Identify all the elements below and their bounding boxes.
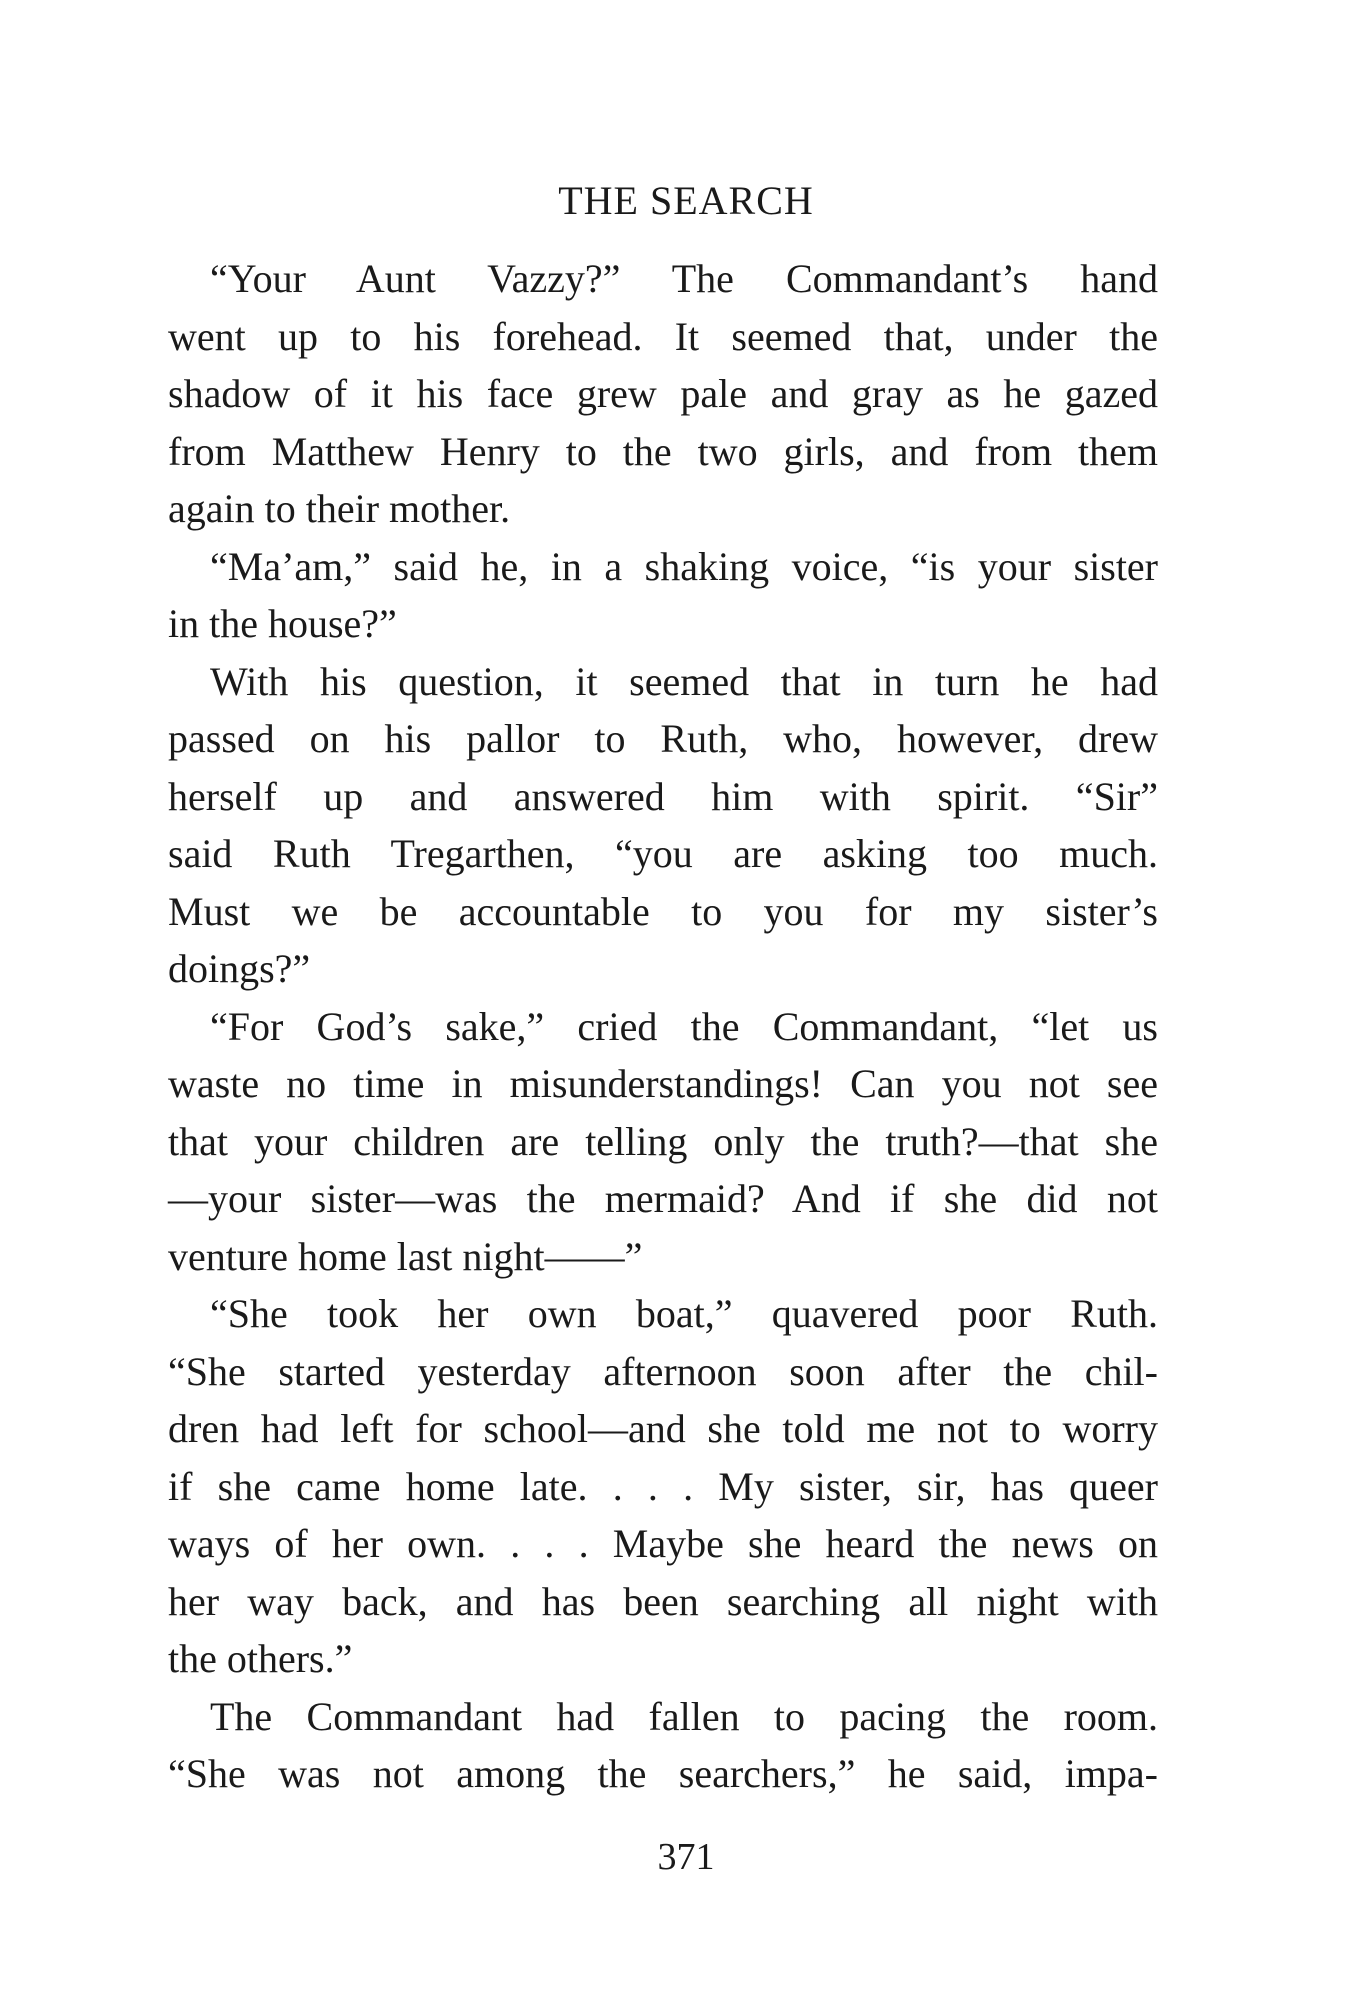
paragraph [168,250,1158,538]
text-line: passed on his pallor to Ruth, who, however, drew [168,716,1158,761]
page-number: 371 [657,1836,715,1878]
body-text [168,250,1158,1803]
text-line: “For God’s sake,” cried the Commandant, “let us [210,1003,1158,1049]
text-line: The Commandant had fallen to pacing the room. [210,1693,1158,1739]
text-line: “Ma’am,” said he, in a shaking voice, “is your sister [210,543,1158,589]
text-line: With his question, it seemed that in turn he had [210,658,1158,704]
text-line: “Your Aunt Vazzy?” The Commandant’s hand [210,256,1158,301]
text-line: that your children are telling only the truth?—that she [168,1118,1158,1164]
text-line: venture home last night——” [168,1233,643,1279]
text-line: the others.” [168,1636,353,1681]
text-line: went up to his forehead. It seemed that, under the [168,313,1158,359]
text-line: “She took her own boat,” quavered poor Ruth. [210,1291,1158,1336]
text-line: shadow of it his face grew pale and gray as he gazed [168,371,1158,416]
paragraph [168,653,1158,998]
paragraph [168,538,1158,653]
text-line: if she came home late. . . . My sister, sir, has queer [168,1463,1158,1509]
text-line: “She was not among the searchers,” he said, impa- [168,1751,1158,1796]
text-line: in the house?” [168,601,397,646]
text-line: said Ruth Tregarthen, “you are asking too much. [168,831,1158,876]
text-line: “She started yesterday afternoon soon after the chil- [168,1348,1158,1394]
paragraph [168,1285,1158,1688]
text-line: dren had left for school—and she told me not to worry [168,1406,1158,1451]
running-head: THE SEARCH [558,178,814,223]
text-line: from Matthew Henry to the two girls, and from them [168,428,1158,474]
text-line: Must we be accountable to you for my sister’s [168,888,1158,934]
text-line: her way back, and has been searching all night with [168,1578,1158,1624]
text-line: —your sister—was the mermaid? And if she did not [168,1176,1158,1221]
text-line: again to their mother. [168,486,511,531]
paragraph [168,1688,1158,1803]
paragraph [168,998,1158,1286]
text-line: ways of her own. . . . Maybe she heard the news on [168,1521,1158,1566]
text-line: doings?” [168,946,311,991]
text-line: waste no time in misunderstandings! Can you not see [168,1061,1158,1106]
text-line: herself up and answered him with spirit. “Sir” [168,773,1158,819]
